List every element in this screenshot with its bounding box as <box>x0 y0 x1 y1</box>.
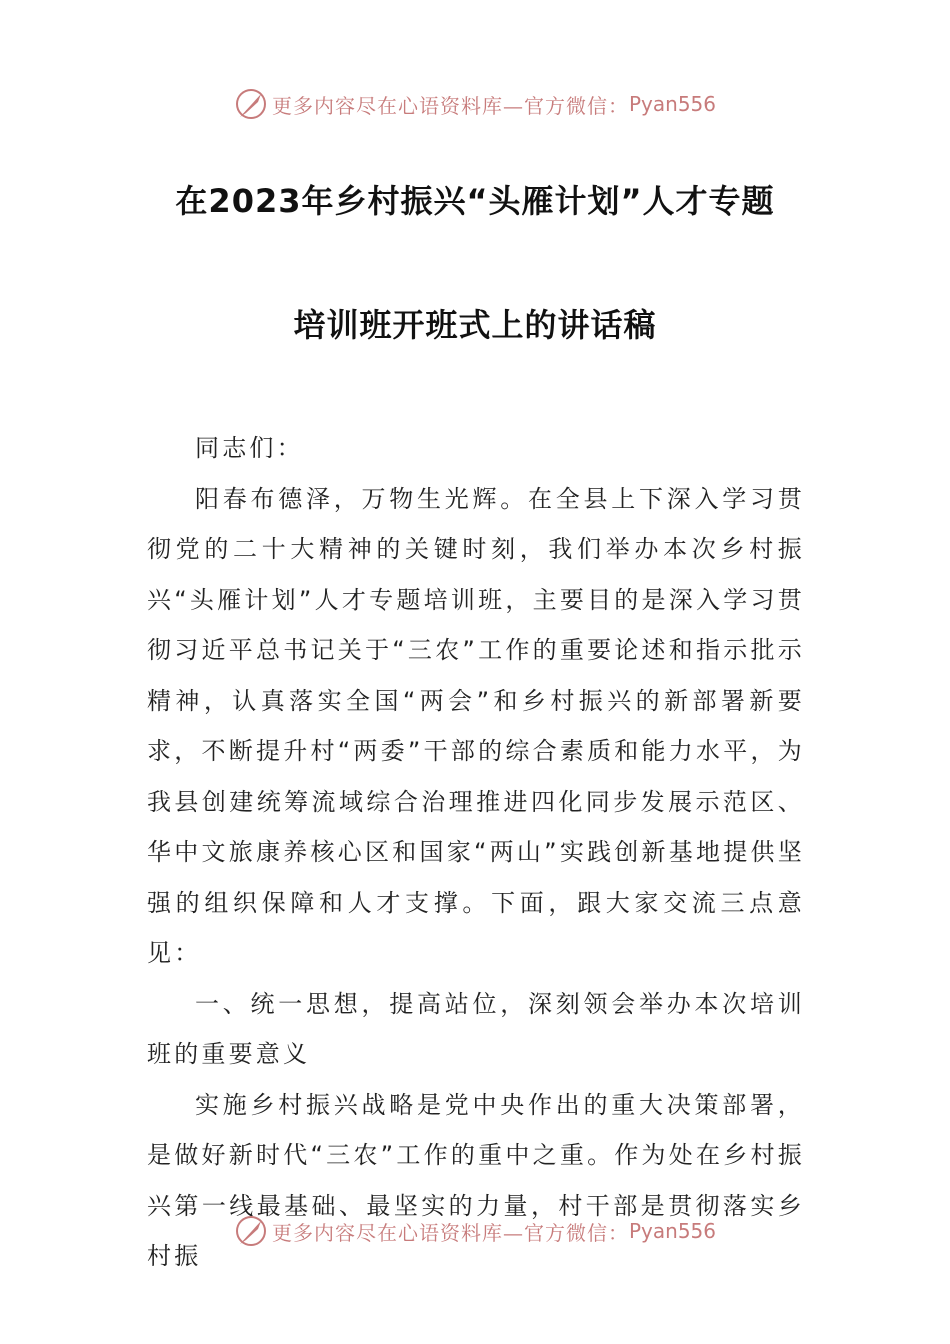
quill-pen-circle-icon <box>234 87 268 121</box>
quill-pen-circle-icon <box>234 1214 268 1248</box>
watermark-wechat-id: Pyan556 <box>628 1219 716 1243</box>
body-paragraph: 阳春布德泽，万物生光辉。在全县上下深入学习贯彻党的二十大精神的关键时刻，我们举办本次乡村振兴“头雁计划”人才专题培训班，主要目的是深入学习贯彻习近平总书记关于“三农”工作的重要论述和指示批示精神，认真落实全国“两会”和乡村振兴的新部署新要求，不断提升村“两委”干部的综合素质和能力水平，为我县创建统筹流域综合治理推进四化同步发展示范区、华中文旅康养核心区和国家“两山”实践创新基地提供坚强的组织保障和人才支撑。下面，跟大家交流三点意见： <box>147 484 805 967</box>
watermark-wechat-id: Pyan556 <box>628 92 716 116</box>
watermark-text: 更多内容尽在心语资料库—官方微信： <box>271 1220 629 1245</box>
document-title-line-1: 在2023年乡村振兴“头雁计划”人才专题 <box>175 182 775 220</box>
document-body <box>147 423 805 1282</box>
document-title-line-2: 培训班开班式上的讲话稿 <box>293 306 657 344</box>
body-paragraph: 实施乡村振兴战略是党中央作出的重大决策部署，是做好新时代“三农”工作的重中之重。作为处在乡村振兴第一线最基础、最坚实的力量，村干部是贯彻落实乡村振 <box>147 1090 805 1270</box>
watermark-header <box>0 84 950 124</box>
salutation: 同志们： <box>195 434 304 462</box>
watermark-text: 更多内容尽在心语资料库—官方微信： <box>271 93 629 118</box>
watermark-footer <box>0 1211 950 1251</box>
section-heading: 一、统一思想，提高站位，深刻领会举办本次培训班的重要意义 <box>147 989 805 1068</box>
